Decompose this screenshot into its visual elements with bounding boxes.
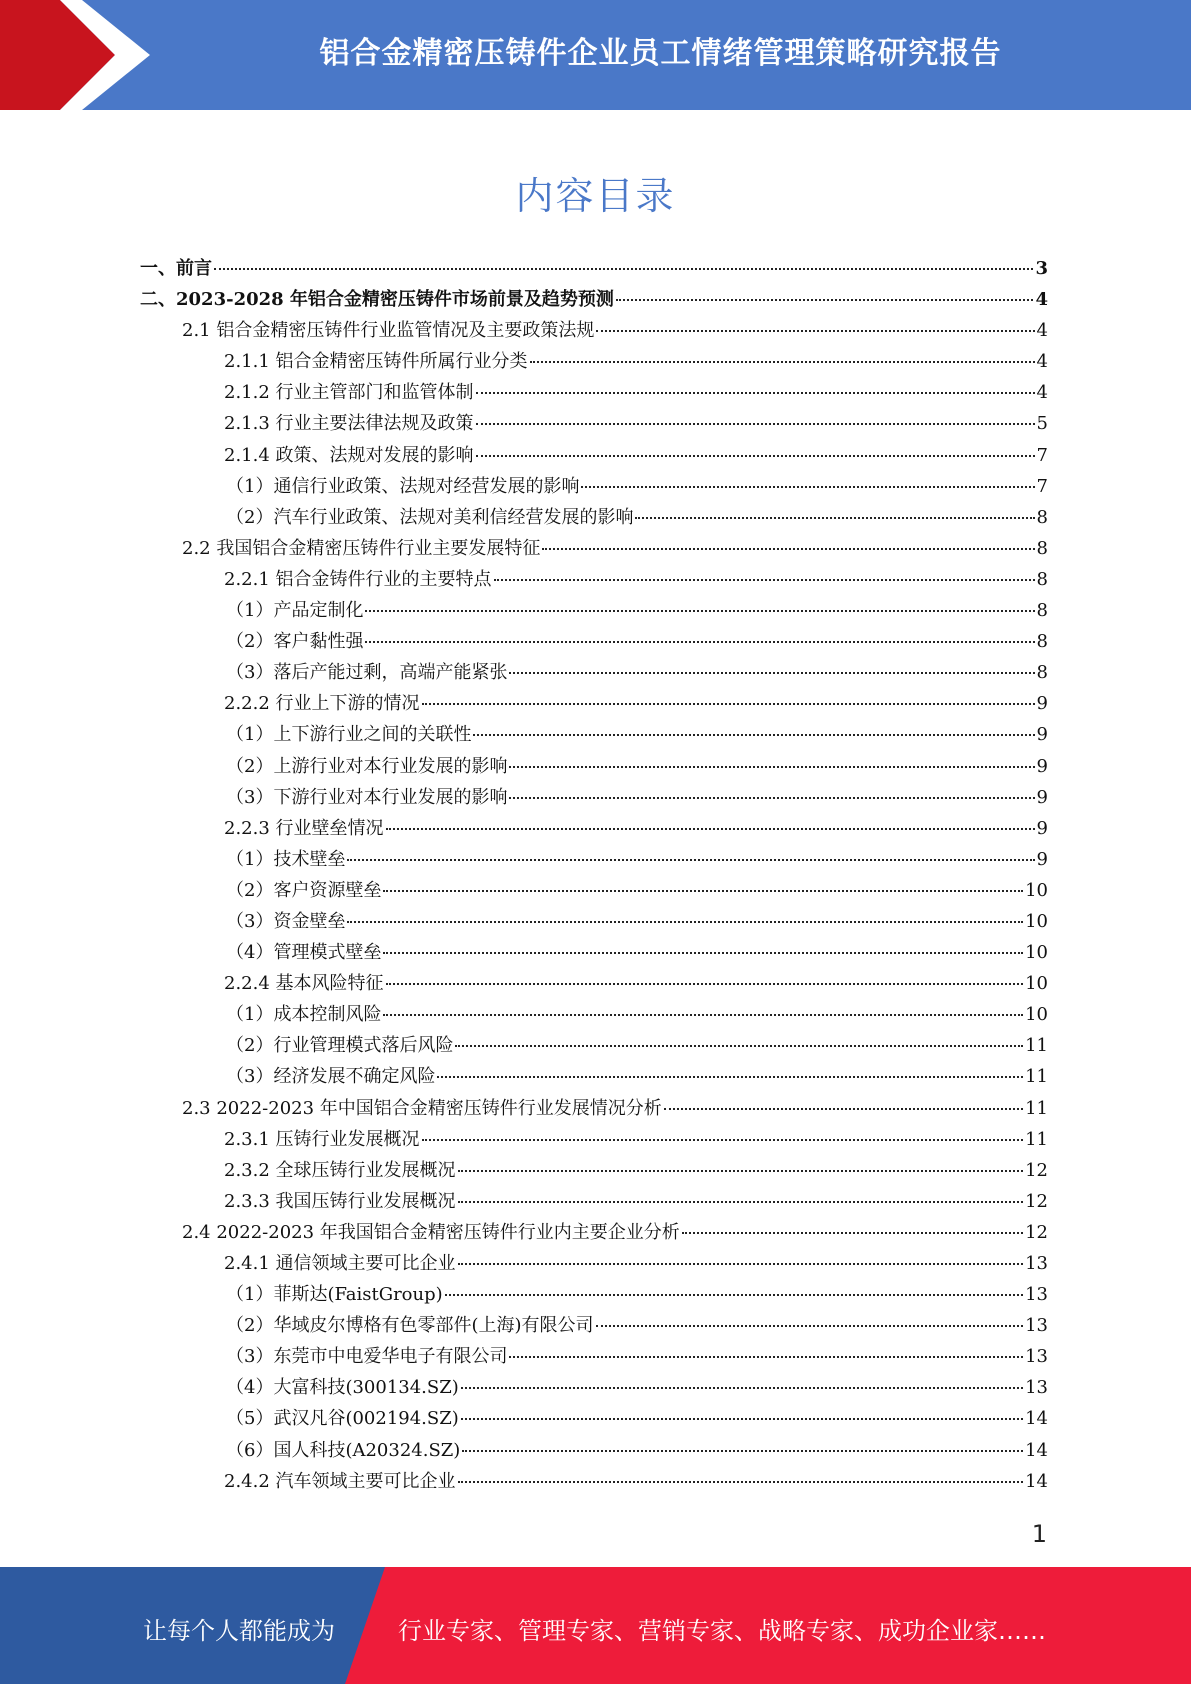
toc-entry-label: （1）技术壁垒 [226,848,346,870]
toc-entry[interactable] [140,285,1048,316]
toc-entry-label: 2.4 2022-2023 年我国铝合金精密压铸件行业内主要企业分析 [182,1221,680,1243]
toc-entry[interactable] [140,814,1048,845]
toc-leader-dots [365,641,1034,643]
toc-leader-dots [461,1418,1023,1420]
toc-entry-page: 8 [1036,568,1048,590]
toc-leader-dots [383,952,1023,954]
toc-entry-page: 9 [1036,848,1048,870]
toc-entry[interactable] [140,1000,1048,1031]
toc-entry-page: 3 [1035,258,1048,279]
toc-leader-dots [473,734,1034,736]
toc-entry-label: （2）行业管理模式落后风险 [226,1035,454,1057]
toc-entry-page: 9 [1036,786,1048,808]
toc-leader-dots [509,1356,1023,1358]
toc-leader-dots [455,1045,1023,1047]
toc-entry-page: 10 [1025,973,1048,995]
toc-leader-dots [458,1481,1024,1483]
toc-entry-label: （1）产品定制化 [226,600,364,622]
toc-leader-dots [462,1450,1023,1452]
toc-leader-dots [596,1325,1024,1327]
toc-entry-page: 4 [1036,382,1048,404]
footer-slogan-right: 行业专家、管理专家、营销专家、战略专家、成功企业家…… [398,1617,1046,1645]
toc-entry[interactable] [140,1280,1048,1311]
toc-leader-dots [596,330,1034,332]
toc-entry-page: 12 [1025,1190,1048,1212]
toc-entry-page: 12 [1025,1159,1048,1181]
toc-entry-page: 8 [1036,662,1048,684]
toc-entry-label: （1）上下游行业之间的关联性 [226,724,472,746]
toc-entry[interactable] [140,1342,1048,1373]
toc-title: 内容目录 [515,174,676,218]
toc-leader-dots [509,797,1034,799]
toc-entry-page: 10 [1025,879,1048,901]
toc-entry-page: 11 [1025,1128,1048,1150]
toc-entry-label: （5）武汉凡谷(002194.SZ) [226,1408,459,1430]
toc-leader-dots [458,1263,1024,1265]
toc-entry[interactable] [140,1218,1048,1249]
toc-entry-label: （3）经济发展不确定风险 [226,1066,436,1088]
toc-entry[interactable] [140,1062,1048,1093]
toc-entry-label: 2.3 2022-2023 年中国铝合金精密压铸件行业发展情况分析 [182,1097,662,1119]
toc-entry-label: （1）成本控制风险 [226,1004,382,1026]
toc-leader-dots [542,548,1034,550]
toc-leader-dots [476,392,1035,394]
toc-entry[interactable] [140,596,1048,627]
toc-entry-page: 13 [1025,1315,1048,1337]
toc-leader-dots [476,423,1035,425]
toc-leader-dots [581,486,1034,488]
toc-entry[interactable] [140,752,1048,783]
toc-entry-label: 2.3.2 全球压铸行业发展概况 [224,1159,456,1181]
toc-entry-page: 11 [1025,1035,1048,1057]
toc-leader-dots [476,455,1035,457]
toc-entry-label: 2.4.1 通信领域主要可比企业 [224,1253,456,1274]
toc-entry-label: 2.1.1 铝合金精密压铸件所属行业分类 [224,351,528,373]
toc-entry[interactable] [140,1187,1048,1218]
toc-entry[interactable] [140,378,1048,409]
toc-entry-page: 9 [1036,724,1048,746]
toc-entry[interactable] [140,254,1048,285]
toc-entry-label: 2.3.1 压铸行业发展概况 [224,1128,420,1150]
toc-leader-dots [616,299,1034,301]
toc-leader-dots [386,983,1024,985]
toc-entry-label: 2.1 铝合金精密压铸件行业监管情况及主要政策法规 [182,320,595,342]
toc-entry[interactable] [140,1094,1048,1125]
toc-entry-label: （1）菲斯达(FaistGroup) [226,1284,443,1306]
toc-entry[interactable] [140,441,1048,472]
footer-slogan-left: 让每个人都能成为 [143,1617,335,1645]
toc-entry-label: （3）下游行业对本行业发展的影响 [226,786,508,808]
toc-leader-dots [509,766,1034,768]
toc-leader-dots [445,1294,1023,1296]
toc-entry[interactable] [140,1311,1048,1342]
toc-entry[interactable] [140,409,1048,440]
toc-leader-dots [437,1076,1023,1078]
toc-leader-dots [635,517,1034,519]
toc-entry[interactable] [140,1125,1048,1156]
toc-entry[interactable] [140,1031,1048,1062]
toc-entry-page: 10 [1025,942,1048,964]
toc-entry-page: 8 [1036,600,1048,622]
toc-entry-label: （6）国人科技(A20324.SZ) [226,1439,461,1461]
toc-entry-label: （2）客户黏性强 [226,631,364,653]
toc-entry-label: 2.2.2 行业上下游的情况 [224,693,420,715]
toc-entry[interactable] [140,969,1048,1000]
toc-entry[interactable] [140,783,1048,814]
toc-entry-page: 4 [1036,320,1048,342]
toc-entry-label: （3）资金壁垒 [226,910,346,932]
toc-entry-label: 一、前言 [140,258,212,279]
toc-entry[interactable] [140,316,1048,347]
toc-entry[interactable] [140,1467,1048,1498]
toc-entry[interactable] [140,503,1048,534]
toc-entry-label: 二、2023-2028 年铝合金精密压铸件市场前景及趋势预测 [140,289,614,311]
toc-entry[interactable] [140,1249,1048,1280]
toc-entry-page: 13 [1025,1346,1048,1368]
toc-entry-page: 10 [1025,910,1048,932]
toc-entry[interactable] [140,876,1048,907]
toc-entry-page: 10 [1025,1004,1048,1026]
toc-entry-page: 13 [1025,1253,1048,1274]
toc-entry[interactable] [140,938,1048,969]
page-number: 1 [1031,1520,1047,1548]
toc-entry-label: 2.2.1 铝合金铸件行业的主要特点 [224,568,492,590]
toc-entry[interactable] [140,845,1048,876]
toc-entry-page: 9 [1036,693,1048,715]
toc-entry-page: 14 [1025,1439,1048,1461]
toc-entry[interactable] [140,1436,1048,1467]
toc-entry-label: 2.1.2 行业主管部门和监管体制 [224,382,474,404]
toc-entry-label: 2.2 我国铝合金精密压铸件行业主要发展特征 [182,537,541,559]
toc-entry-label: （3）东莞市中电爱华电子有限公司 [226,1346,508,1368]
toc-entry-page: 13 [1025,1377,1048,1399]
toc-leader-dots [664,1108,1023,1110]
table-of-contents [140,254,1048,1498]
toc-entry-label: 2.2.3 行业壁垒情况 [224,817,384,839]
toc-leader-dots [422,1139,1024,1141]
toc-entry-label: （3）落后产能过剩，高端产能紧张 [226,662,508,684]
toc-entry-page: 9 [1036,817,1048,839]
toc-entry[interactable] [140,627,1048,658]
toc-entry[interactable] [140,1404,1048,1435]
toc-entry-page: 11 [1025,1097,1048,1119]
toc-leader-dots [383,1014,1023,1016]
toc-entry-page: 8 [1036,506,1048,528]
toc-entry-page: 7 [1036,444,1048,466]
toc-entry[interactable] [140,1373,1048,1404]
toc-entry-label: （2）上游行业对本行业发展的影响 [226,755,508,777]
toc-entry-label: （2）客户资源壁垒 [226,879,382,901]
toc-entry-page: 4 [1035,289,1048,311]
toc-entry-label: 2.2.4 基本风险特征 [224,973,384,995]
toc-entry[interactable] [140,720,1048,751]
toc-leader-dots [422,703,1035,705]
toc-entry-page: 7 [1036,475,1048,497]
toc-entry-page: 8 [1036,537,1048,559]
toc-entry-page: 14 [1025,1408,1048,1430]
toc-entry-label: （4）管理模式壁垒 [226,942,382,964]
toc-leader-dots [461,1387,1023,1389]
toc-entry[interactable] [140,1156,1048,1187]
toc-entry-page: 8 [1036,631,1048,653]
toc-leader-dots [347,859,1034,861]
toc-entry[interactable] [140,689,1048,720]
toc-entry-label: 2.4.2 汽车领域主要可比企业 [224,1470,456,1492]
toc-entry[interactable] [140,565,1048,596]
toc-entry-page: 14 [1025,1470,1048,1492]
toc-leader-dots [365,610,1034,612]
toc-leader-dots [530,361,1035,363]
toc-entry-label: （2）华域皮尔博格有色零部件(上海)有限公司 [226,1315,594,1337]
toc-leader-dots [386,828,1035,830]
toc-entry-page: 12 [1025,1221,1048,1243]
toc-entry-page: 11 [1025,1066,1048,1088]
header-title: 铝合金精密压铸件企业员工情绪管理策略研究报告 [319,36,1002,71]
toc-leader-dots [458,1170,1024,1172]
toc-entry-page: 9 [1036,755,1048,777]
toc-entry-label: （2）汽车行业政策、法规对美利信经营发展的影响 [226,506,634,528]
toc-leader-dots [458,1201,1024,1203]
toc-leader-dots [509,672,1034,674]
toc-leader-dots [682,1232,1023,1234]
toc-leader-dots [347,921,1023,923]
toc-entry[interactable] [140,907,1048,938]
toc-leader-dots [494,579,1035,581]
toc-entry[interactable] [140,534,1048,565]
toc-entry-page: 13 [1025,1284,1048,1306]
toc-entry-label: 2.1.3 行业主要法律法规及政策 [224,413,474,435]
toc-entry-label: 2.3.3 我国压铸行业发展概况 [224,1190,456,1212]
toc-entry[interactable] [140,347,1048,378]
toc-leader-dots [214,268,1033,270]
toc-entry-label: 2.1.4 政策、法规对发展的影响 [224,444,474,466]
toc-entry-page: 4 [1036,351,1048,373]
toc-entry-page: 5 [1036,413,1048,435]
header-arrow-icon [0,0,160,110]
toc-leader-dots [383,890,1023,892]
toc-entry[interactable] [140,472,1048,503]
toc-entry-label: （4）大富科技(300134.SZ) [226,1377,459,1399]
toc-entry[interactable] [140,658,1048,689]
toc-entry-label: （1）通信行业政策、法规对经营发展的影响 [226,475,580,497]
header-band [0,0,1191,110]
